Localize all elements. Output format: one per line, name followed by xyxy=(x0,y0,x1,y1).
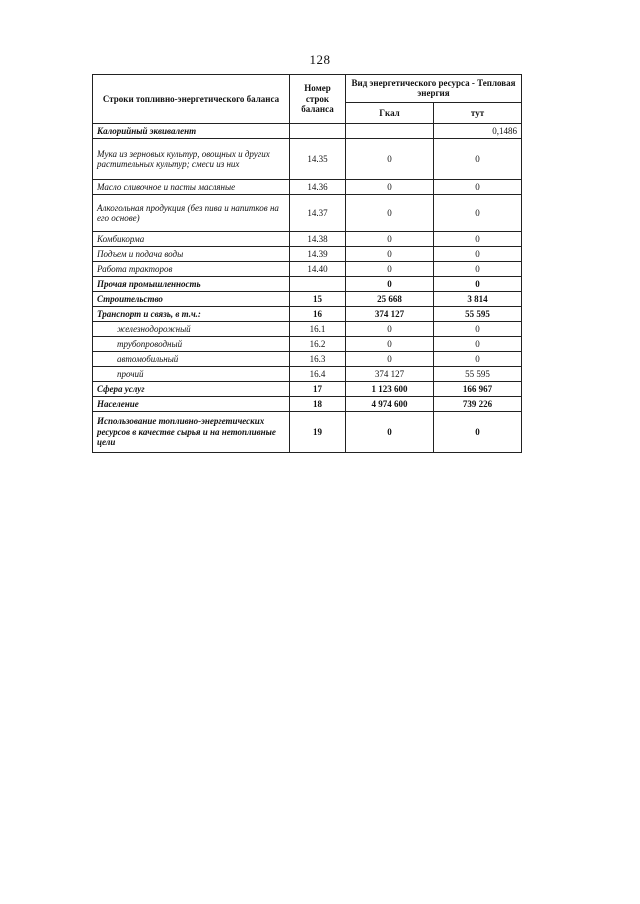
row-gcal: 0 xyxy=(346,195,434,232)
row-number: 16 xyxy=(290,307,346,322)
table-row xyxy=(93,247,522,262)
row-number: 17 xyxy=(290,382,346,397)
row-gcal: 0 xyxy=(346,247,434,262)
row-tut: 0 xyxy=(434,262,522,277)
row-label: Транспорт и связь, в т.ч.: xyxy=(93,307,290,322)
row-number: 16.4 xyxy=(290,367,346,382)
table-row xyxy=(93,382,522,397)
row-tut: 0 xyxy=(434,337,522,352)
table-row xyxy=(93,139,522,180)
table-row xyxy=(93,262,522,277)
row-tut: 0 xyxy=(434,352,522,367)
row-tut: 55 595 xyxy=(434,367,522,382)
row-tut: 55 595 xyxy=(434,307,522,322)
row-gcal xyxy=(346,124,434,139)
row-number xyxy=(290,277,346,292)
row-number: 14.35 xyxy=(290,139,346,180)
row-tut: 3 814 xyxy=(434,292,522,307)
row-label: Подъем и подача воды xyxy=(93,247,290,262)
row-label: Население xyxy=(93,397,290,412)
row-number: 15 xyxy=(290,292,346,307)
table-row xyxy=(93,180,522,195)
row-number: 14.40 xyxy=(290,262,346,277)
row-gcal: 0 xyxy=(346,322,434,337)
row-gcal: 0 xyxy=(346,180,434,195)
row-label: автомобильный xyxy=(93,352,290,367)
header-resource-type: Вид энергетического ресурса - Тепловая энергия xyxy=(346,75,522,103)
row-gcal: 0 xyxy=(346,277,434,292)
row-tut: 0,1486 xyxy=(434,124,522,139)
row-tut: 0 xyxy=(434,247,522,262)
row-gcal: 374 127 xyxy=(346,307,434,322)
row-number: 18 xyxy=(290,397,346,412)
row-tut: 739 226 xyxy=(434,397,522,412)
row-number xyxy=(290,124,346,139)
row-tut: 166 967 xyxy=(434,382,522,397)
row-number: 14.37 xyxy=(290,195,346,232)
row-tut: 0 xyxy=(434,412,522,453)
table-row xyxy=(93,307,522,322)
table-row xyxy=(93,322,522,337)
row-tut: 0 xyxy=(434,180,522,195)
header-balance-rows: Строки топливно-энергетического баланса xyxy=(93,75,290,124)
row-number: 14.39 xyxy=(290,247,346,262)
row-label: Прочая промышленность xyxy=(93,277,290,292)
row-number: 14.36 xyxy=(290,180,346,195)
header-unit-gcal: Гкал xyxy=(346,102,434,123)
row-label: Мука из зерновых культур, овощных и других растительных культур; смеси из них xyxy=(93,139,290,180)
row-label: Калорийный эквивалент xyxy=(93,124,290,139)
row-gcal: 1 123 600 xyxy=(346,382,434,397)
row-tut: 0 xyxy=(434,195,522,232)
row-label: прочий xyxy=(93,367,290,382)
row-label: Использование топливно-энергетических ресурсов в качестве сырья и на нетопливные цели xyxy=(93,412,290,453)
row-number: 16.1 xyxy=(290,322,346,337)
row-gcal: 0 xyxy=(346,337,434,352)
row-gcal: 0 xyxy=(346,139,434,180)
row-gcal: 374 127 xyxy=(346,367,434,382)
table-row-calorie-equivalent xyxy=(93,124,522,139)
row-gcal: 0 xyxy=(346,262,434,277)
row-label: Комбикорма xyxy=(93,232,290,247)
row-gcal: 4 974 600 xyxy=(346,397,434,412)
table-row xyxy=(93,232,522,247)
row-label: Сфера услуг xyxy=(93,382,290,397)
header-unit-tut: тут xyxy=(434,102,522,123)
row-gcal: 0 xyxy=(346,232,434,247)
row-number: 19 xyxy=(290,412,346,453)
row-tut: 0 xyxy=(434,322,522,337)
row-tut: 0 xyxy=(434,277,522,292)
table-row xyxy=(93,195,522,232)
row-label: Масло сливочное и пасты масляные xyxy=(93,180,290,195)
row-tut: 0 xyxy=(434,139,522,180)
table-row xyxy=(93,352,522,367)
row-label: трубопроводный xyxy=(93,337,290,352)
fuel-energy-balance-table xyxy=(92,74,522,453)
row-label: Строительство xyxy=(93,292,290,307)
table-row xyxy=(93,292,522,307)
row-gcal: 0 xyxy=(346,412,434,453)
row-tut: 0 xyxy=(434,232,522,247)
table-row xyxy=(93,397,522,412)
row-number: 16.2 xyxy=(290,337,346,352)
table-row xyxy=(93,277,522,292)
row-number: 16.3 xyxy=(290,352,346,367)
row-label: железнодорожный xyxy=(93,322,290,337)
table-row xyxy=(93,412,522,453)
table-row xyxy=(93,337,522,352)
row-label: Работа тракторов xyxy=(93,262,290,277)
row-number: 14.38 xyxy=(290,232,346,247)
table-row xyxy=(93,367,522,382)
row-gcal: 0 xyxy=(346,352,434,367)
row-gcal: 25 668 xyxy=(346,292,434,307)
row-label: Алкогольная продукция (без пива и напитков на его основе) xyxy=(93,195,290,232)
header-row-number: Номер строк баланса xyxy=(290,75,346,124)
page-number: 128 xyxy=(309,52,331,67)
